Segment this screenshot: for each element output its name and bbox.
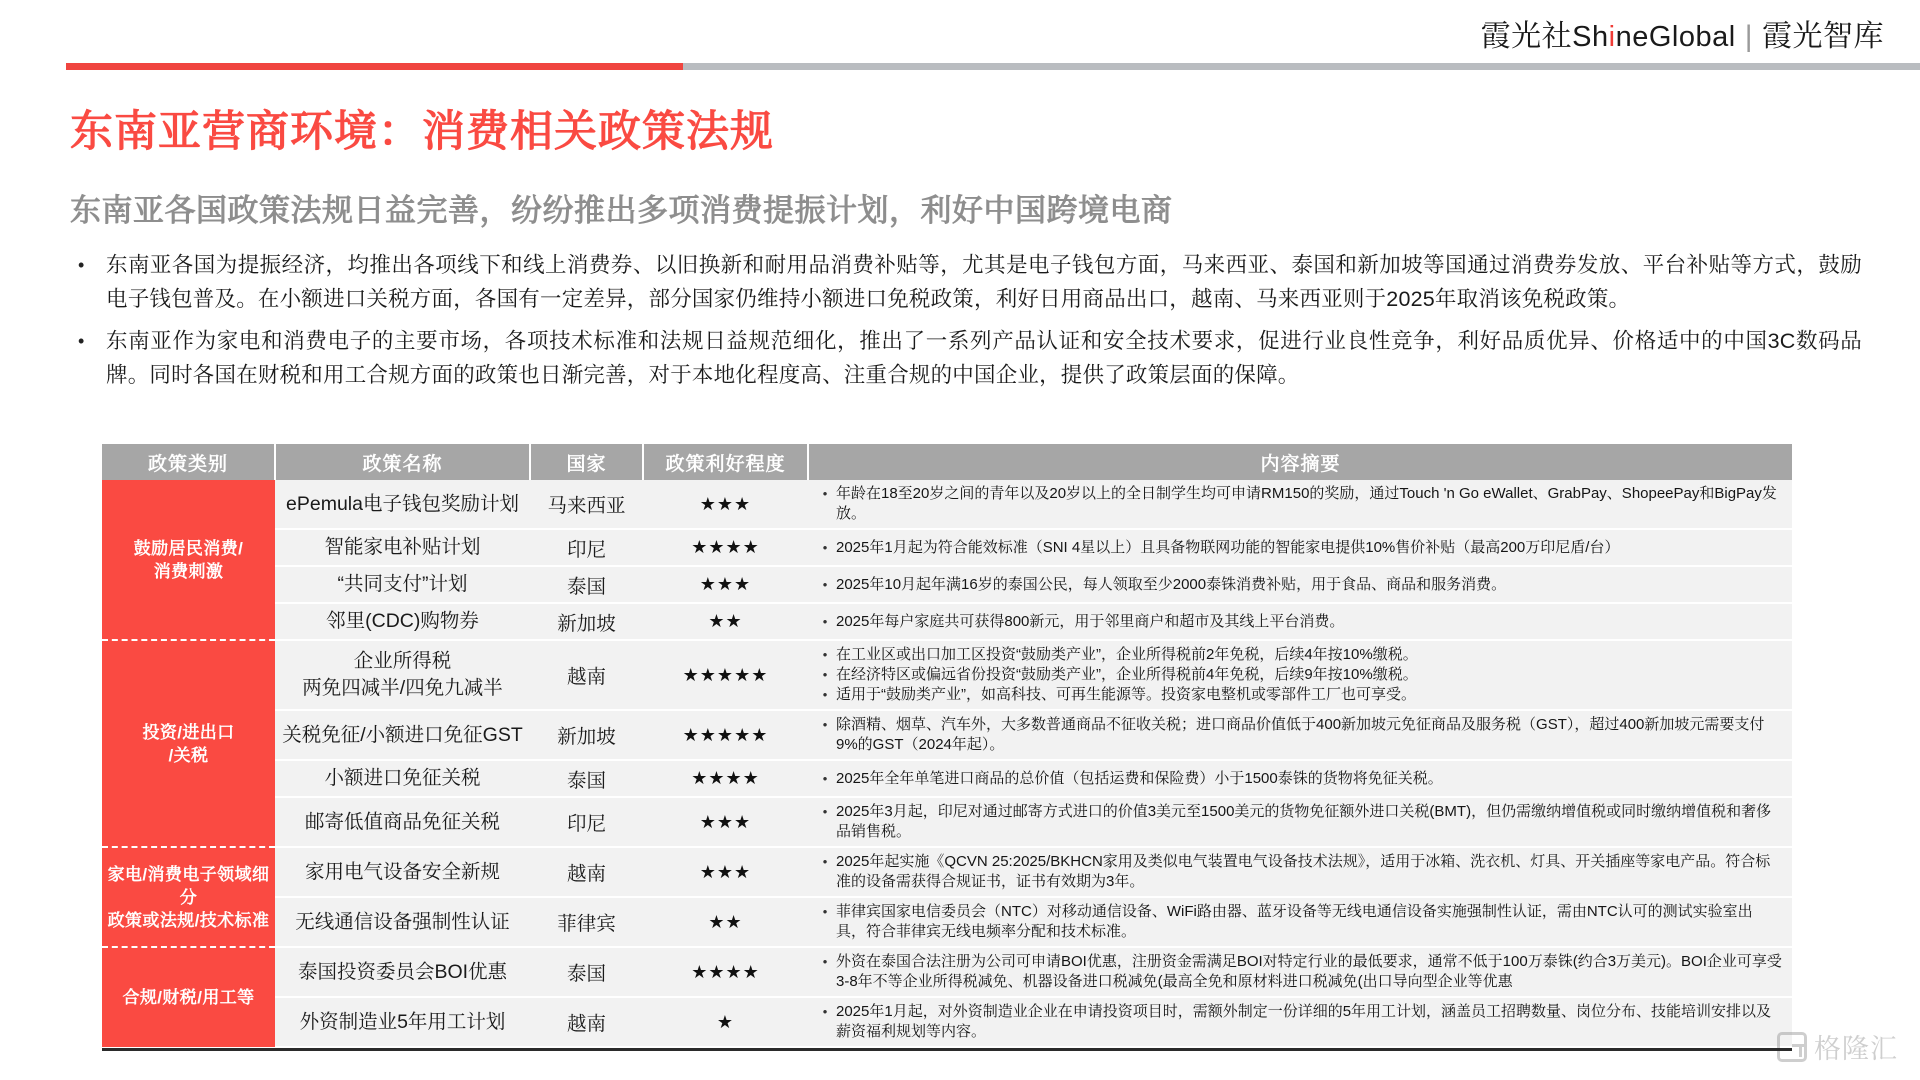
- policy-name-line: ePemula电子钱包奖励计划: [286, 492, 519, 515]
- summary-bullet-dot-icon: •: [822, 804, 828, 819]
- summary-bullet: [814, 902, 1782, 942]
- col-header-category: 政策类别: [102, 444, 275, 480]
- country-cell: 印尼: [530, 797, 643, 847]
- summary-bullet-dot-icon: •: [822, 687, 828, 702]
- brand-cn-name-2: 霞光智库: [1762, 20, 1884, 53]
- benefit-rating-stars: ★★★: [643, 566, 808, 603]
- col-header-name: 政策名称: [275, 444, 530, 480]
- category-line: /关税: [168, 745, 209, 765]
- summary-bullet: [814, 575, 1782, 595]
- policy-name-cell: [275, 529, 530, 566]
- benefit-rating-stars: ★★★★: [643, 529, 808, 566]
- table-row: [102, 997, 1792, 1047]
- table-bottom-rule: [102, 1048, 1792, 1051]
- table-row: [102, 760, 1792, 797]
- summary-cell: [808, 529, 1792, 566]
- page-subtitle: 东南亚各国政策法规日益完善，纷纷推出多项消费提振计划，利好中国跨境电商: [70, 193, 1173, 228]
- table-body: [102, 480, 1792, 1047]
- summary-bullet: [814, 715, 1782, 755]
- summary-bullet-text: 2025年全年单笔进口商品的总价值（包括运费和保险费）小于1500泰铢的货物将免征关税。: [836, 769, 1443, 787]
- brand-header: [0, 0, 1920, 66]
- summary-bullet: [814, 685, 1782, 705]
- summary-cell: [808, 640, 1792, 710]
- header-rule: [0, 63, 1920, 70]
- summary-bullet: [814, 665, 1782, 685]
- summary-cell: [808, 710, 1792, 760]
- country-cell: 印尼: [530, 529, 643, 566]
- summary-bullet: [814, 802, 1782, 842]
- benefit-rating-stars: ★★★: [643, 847, 808, 897]
- summary-cell: [808, 947, 1792, 997]
- summary-bullet-dot-icon: •: [822, 1004, 828, 1019]
- policy-category-cell: [102, 847, 275, 947]
- watermark: [1777, 1027, 1898, 1066]
- summary-bullet-dot-icon: •: [822, 667, 828, 682]
- summary-cell: [808, 603, 1792, 640]
- category-line: 家电/消费电子领域细分: [107, 864, 270, 907]
- header-rule-red: [66, 63, 683, 70]
- policy-name-cell: [275, 603, 530, 640]
- country-cell: 越南: [530, 997, 643, 1047]
- summary-bullet-text: 2025年1月起为符合能效标准（SNI 4星以上）且具备物联网功能的智能家电提供10%售价补贴（最高200万印尼盾/台）: [836, 538, 1620, 556]
- country-cell: 泰国: [530, 566, 643, 603]
- gelonghui-logo-icon: [1777, 1032, 1807, 1062]
- summary-bullet: [814, 852, 1782, 892]
- summary-bullet-text: 2025年10月起年满16岁的泰国公民，每人领取至少2000泰铢消费补贴，用于食品、商品和服务消费。: [836, 575, 1507, 593]
- category-line: 投资/进出口: [142, 722, 235, 742]
- policy-name-line: 关税免征/小额进口免征GST: [282, 723, 523, 746]
- summary-bullet-dot-icon: •: [822, 770, 828, 786]
- policy-name-cell: [275, 897, 530, 947]
- policy-category-cell: [102, 947, 275, 1047]
- benefit-rating-stars: ★★★★★: [643, 640, 808, 710]
- bullet-text: 东南亚作为家电和消费电子的主要市场，各项技术标准和法规日益规范细化，推出了一系列产品认证和安全技术要求，促进行业良性竞争，利好品质优异、价格适中的中国3C数码品牌。同时各国在财税和用工合规方面的政策也日渐完善，对于本地化程度高、注重合规的中国企业，提供了政策层面的保障。: [106, 329, 1862, 387]
- table-row: [102, 947, 1792, 997]
- summary-bullet-dot-icon: •: [822, 717, 828, 732]
- policy-name-cell: [275, 640, 530, 710]
- policy-table: [102, 444, 1792, 1048]
- table-row: [102, 897, 1792, 947]
- policy-name-line: 泰国投资委员会BOI优惠: [297, 960, 508, 983]
- summary-bullet-dot-icon: •: [822, 486, 828, 501]
- policy-category-cell: [102, 480, 275, 640]
- category-line: 合规/财税/用工等: [122, 988, 255, 1007]
- policy-name-line: 外资制造业5年用工计划: [299, 1010, 506, 1033]
- summary-bullet: [814, 645, 1782, 665]
- col-header-benefit: 政策利好程度: [643, 444, 808, 480]
- policy-name-cell: [275, 947, 530, 997]
- benefit-rating-stars: ★★★: [643, 797, 808, 847]
- summary-cell: [808, 566, 1792, 603]
- benefit-rating-stars: ★★★: [643, 480, 808, 529]
- brand-latin-pre: Sh: [1572, 21, 1609, 53]
- benefit-rating-stars: ★★★★: [643, 947, 808, 997]
- policy-name-line: 企业所得税: [353, 650, 452, 672]
- summary-bullet-dot-icon: •: [822, 954, 828, 969]
- summary-bullet-dot-icon: •: [822, 613, 828, 629]
- table-row: [102, 529, 1792, 566]
- benefit-rating-stars: ★★: [643, 897, 808, 947]
- brand-logo: [1481, 11, 1884, 55]
- summary-bullet-text: 2025年3月起，印尼对通过邮寄方式进口的价值3美元至1500美元的货物免征额外进口关税(BMT)，但仍需缴纳增值税或同时缴纳增值税和奢侈品销售税。: [836, 803, 1772, 840]
- bullet-item: [72, 248, 1862, 316]
- watermark-text: 格隆汇: [1814, 1034, 1898, 1064]
- policy-name-cell: [275, 566, 530, 603]
- benefit-rating-stars: ★: [643, 997, 808, 1047]
- policy-name-line: 两免四减半/四免九减半: [302, 677, 503, 699]
- summary-bullet: [814, 538, 1782, 558]
- country-cell: 越南: [530, 847, 643, 897]
- country-cell: 泰国: [530, 947, 643, 997]
- category-line: 政策或法规/技术标准: [107, 910, 270, 930]
- summary-bullet-text: 外资在泰国合法注册为公司可申请BOI优惠，注册资金需满足BOI对特定行业的最低要求，通常不低于100万泰铢(约合3万美元)。BOI企业可享受3-8年不等企业所得税减免、机器设备进口税减免(最高全免和原材料进口税减免(出口导向型企业等优惠: [836, 953, 1782, 990]
- page-title: 东南亚营商环境：消费相关政策法规: [70, 108, 774, 156]
- policy-name-line: 无线通信设备强制性认证: [295, 910, 510, 933]
- summary-cell: [808, 480, 1792, 529]
- summary-bullet: [814, 769, 1782, 789]
- country-cell: 泰国: [530, 760, 643, 797]
- country-cell: 菲律宾: [530, 897, 643, 947]
- summary-bullet-dot-icon: •: [822, 539, 828, 555]
- country-cell: 越南: [530, 640, 643, 710]
- summary-cell: [808, 797, 1792, 847]
- policy-name-line: 家用电气设备安全新规: [304, 860, 500, 883]
- table-row: [102, 640, 1792, 710]
- benefit-rating-stars: ★★★★: [643, 760, 808, 797]
- brand-cn-name: 霞光社: [1480, 20, 1573, 53]
- summary-bullet-text: 菲律宾国家电信委员会（NTC）对移动通信设备、WiFi路由器、蓝牙设备等无线电通信设备实施强制性认证，需由NTC认可的测试实验室出具，符合菲律宾无线电频率分配和技术标准。: [836, 903, 1753, 940]
- policy-name-cell: [275, 760, 530, 797]
- summary-bullet-text: 2025年起实施《QCVN 25:2025/BKHCN家用及类似电气装置电气设备技术法规》，适用于冰箱、洗衣机、灯具、开关插座等家电产品。符合标准的设备需获得合规证书，证书有效期为3年。: [836, 853, 1771, 890]
- policy-name-cell: [275, 710, 530, 760]
- summary-bullet-text: 2025年1月起，对外资制造业企业在申请投资项目时，需额外制定一份详细的5年用工计划，涵盖员工招聘数量、岗位分布、技能培训安排以及薪资福利规划等内容。: [836, 1003, 1772, 1040]
- summary-bullet-text: 在经济特区或偏远省份投资“鼓励类产业”，企业所得税前4年免税，后续9年按10%缴税。: [836, 666, 1418, 683]
- summary-cell: [808, 847, 1792, 897]
- summary-bullet-text: 适用于“鼓励类产业”，如高科技、可再生能源等。投资家电整机或零部件工厂也可享受。: [836, 686, 1416, 703]
- summary-bullet-text: 2025年每户家庭共可获得800新元，用于邻里商户和超市及其线上平台消费。: [836, 612, 1345, 630]
- table-row: [102, 480, 1792, 529]
- benefit-rating-stars: ★★★★★: [643, 710, 808, 760]
- bullet-dot-icon: •: [78, 331, 85, 351]
- benefit-rating-stars: ★★: [643, 603, 808, 640]
- bullet-text: 东南亚各国为提振经济，均推出各项线下和线上消费券、以旧换新和耐用品消费补贴等，尤其是电子钱包方面，马来西亚、泰国和新加坡等国通过消费券发放、平台补贴等方式，鼓励电子钱包普及。在小额进口关税方面，各国有一定差异，部分国家仍维持小额进口免税政策，利好日用商品出口，越南、马来西亚则于2025年取消该免税政策。: [106, 253, 1862, 311]
- country-cell: 马来西亚: [530, 480, 643, 529]
- table-row: [102, 847, 1792, 897]
- category-line: 消费刺激: [153, 561, 224, 581]
- table-row: [102, 797, 1792, 847]
- category-line: 鼓励居民消费/: [133, 538, 244, 558]
- policy-name-line: 邮寄低值商品免征关税: [304, 810, 500, 833]
- col-header-summary: 内容摘要: [808, 444, 1792, 480]
- summary-bullet-dot-icon: •: [822, 904, 828, 919]
- summary-cell: [808, 897, 1792, 947]
- policy-name-cell: [275, 847, 530, 897]
- summary-cell: [808, 760, 1792, 797]
- table-row: [102, 566, 1792, 603]
- summary-cell: [808, 997, 1792, 1047]
- header-rule-grey: [683, 63, 1920, 70]
- policy-category-cell: [102, 640, 275, 847]
- table-header-row: [102, 444, 1792, 480]
- bullet-dot-icon: •: [78, 255, 85, 275]
- country-cell: 新加坡: [530, 603, 643, 640]
- summary-bullet-dot-icon: •: [822, 576, 828, 592]
- brand-divider: |: [1744, 20, 1753, 53]
- table-row: [102, 603, 1792, 640]
- bullet-item: [72, 324, 1862, 392]
- summary-bullet-dot-icon: •: [822, 854, 828, 869]
- summary-bullet: [814, 952, 1782, 992]
- policy-name-line: 小额进口免征关税: [324, 767, 481, 789]
- bullet-list: [72, 248, 1862, 400]
- policy-name-cell: [275, 997, 530, 1047]
- policy-name-cell: [275, 480, 530, 529]
- summary-bullet-text: 在工业区或出口加工区投资“鼓励类产业”，企业所得税前2年免税，后续4年按10%缴税。: [836, 646, 1418, 663]
- policy-name-line: 智能家电补贴计划: [324, 536, 481, 558]
- policy-name-line: 邻里(CDC)购物券: [326, 610, 479, 632]
- summary-bullet-dot-icon: •: [822, 647, 828, 662]
- summary-bullet-text: 年龄在18至20岁之间的青年以及20岁以上的全日制学生均可申请RM150的奖励，通过Touch 'n Go eWallet、GrabPay、ShopeePay和BigPay发放。: [836, 485, 1777, 522]
- table-row: [102, 710, 1792, 760]
- summary-bullet: [814, 1002, 1782, 1042]
- summary-bullet: [814, 484, 1782, 524]
- col-header-country: 国家: [530, 444, 643, 480]
- brand-latin-accent: i: [1608, 21, 1616, 53]
- policy-name-line: “共同支付”计划: [337, 573, 468, 595]
- policy-name-cell: [275, 797, 530, 847]
- summary-bullet: [814, 612, 1782, 632]
- country-cell: 新加坡: [530, 710, 643, 760]
- brand-latin-post: neGlobal: [1615, 21, 1736, 53]
- summary-bullet-text: 除酒精、烟草、汽车外，大多数普通商品不征收关税；进口商品价值低于400新加坡元免征商品及服务税（GST），超过400新加坡元需要支付9%的GST（2024年起）。: [836, 716, 1765, 753]
